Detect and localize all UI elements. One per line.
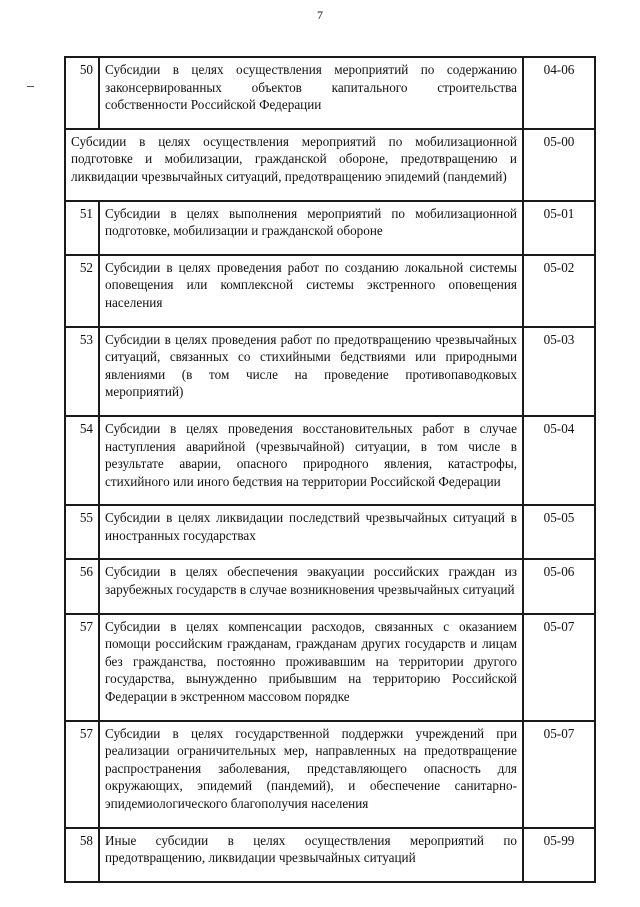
table-row (65, 505, 595, 559)
scan-mark (27, 86, 34, 87)
table-row (65, 721, 595, 828)
row-number: 52 (65, 255, 99, 327)
group-code: 05-00 (523, 129, 595, 201)
row-description: Субсидии в целях проведения работ по созданию локальной системы оповещения или комплексной системы экстренного оповещения населения (99, 255, 523, 327)
row-number: 51 (65, 201, 99, 255)
table-row (65, 57, 595, 129)
row-description: Субсидии в целях ликвидации последствий чрезвычайных ситуаций в иностранных государствах (99, 505, 523, 559)
row-description: Субсидии в целях проведения работ по предотвращению чрезвычайных ситуаций, связанных со стихийными бедствиями или природными явлениями (в том числе на проведение противопаводковых мероприятий) (99, 327, 523, 416)
row-description: Субсидии в целях выполнения мероприятий по мобилизационной подготовке, мобилизации и гражданской обороне (99, 201, 523, 255)
row-code: 04-06 (523, 57, 595, 129)
row-code: 05-01 (523, 201, 595, 255)
row-number: 53 (65, 327, 99, 416)
table-row (65, 255, 595, 327)
table-row (65, 559, 595, 613)
row-description: Субсидии в целях государственной поддержки учреждений при реализации ограничительных мер, направленных на предотвращение распространения заболевания, представляющего опасность для окружающих, эпидемий (пандемий), и обеспечение санитарно-эпидемиологического благополучия населения (99, 721, 523, 828)
group-description: Субсидии в целях осуществления мероприятий по мобилизационной подготовке и мобилизации, гражданской обороне, предотвращению и ликвидации чрезвычайных ситуаций, предотвращению эпидемий (пандемий) (65, 129, 523, 201)
row-number: 57 (65, 614, 99, 721)
table-row (65, 201, 595, 255)
row-code: 05-99 (523, 828, 595, 882)
row-number: 58 (65, 828, 99, 882)
row-description: Субсидии в целях компенсации расходов, связанных с оказанием помощи российским гражданам, гражданам других государств и лицам без гражданства, постоянно проживавшим на территории другого государства, вынужденно прибывшим на территорию Российской Федерации в экстренном массовом порядке (99, 614, 523, 721)
table-row (65, 416, 595, 505)
row-number: 50 (65, 57, 99, 129)
row-code: 05-02 (523, 255, 595, 327)
row-description: Иные субсидии в целях осуществления мероприятий по предотвращению, ликвидации чрезвычайных ситуаций (99, 828, 523, 882)
row-number: 56 (65, 559, 99, 613)
row-number: 55 (65, 505, 99, 559)
row-description: Субсидии в целях обеспечения эвакуации российских граждан из зарубежных государств в случае возникновения чрезвычайных ситуаций (99, 559, 523, 613)
row-number: 57 (65, 721, 99, 828)
row-number: 54 (65, 416, 99, 505)
row-code: 05-04 (523, 416, 595, 505)
table-row (65, 327, 595, 416)
row-description: Субсидии в целях осуществления мероприятий по содержанию законсервированных объектов капитального строительства собственности Российской Федерации (99, 57, 523, 129)
row-description: Субсидии в целях проведения восстановительных работ в случае наступления аварийной (чрезвычайной) ситуации, в том числе в результате аварии, опасного природного явления, катастрофы, стихийного или иного бедствия на территории Российской Федерации (99, 416, 523, 505)
table-row-group-header (65, 129, 595, 201)
table-row (65, 614, 595, 721)
row-code: 05-03 (523, 327, 595, 416)
row-code: 05-07 (523, 614, 595, 721)
row-code: 05-05 (523, 505, 595, 559)
row-code: 05-06 (523, 559, 595, 613)
subsidy-table (64, 56, 596, 883)
row-code: 05-07 (523, 721, 595, 828)
page-number: 7 (317, 8, 323, 22)
table-row (65, 828, 595, 882)
